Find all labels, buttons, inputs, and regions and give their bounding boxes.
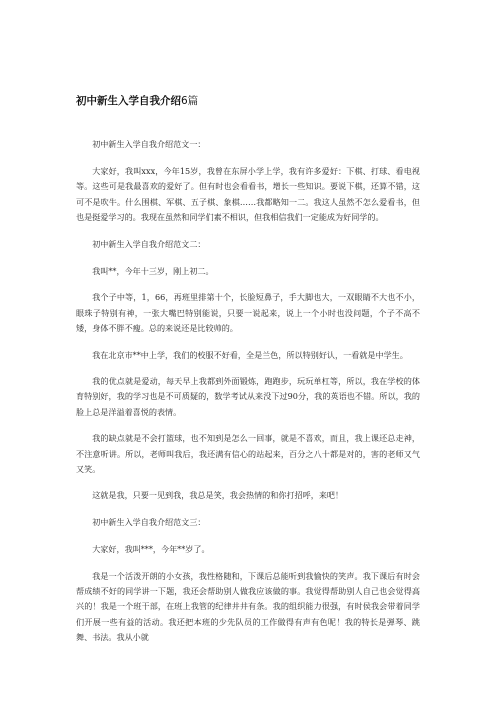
section-heading-2: 初中新生入学自我介绍范文二： [92, 238, 206, 249]
paragraph: 我在北京市**中上学，我们的校服不好看，全是兰色，所以特别好认，一看就是中学生。 [92, 349, 408, 360]
paragraph: 我的缺点就是不会打篮球，也不知到是怎么一回事，就是不喜欢，而且，我上课还总走神，不注意听讲。所以，老师叫我后，我还满有信心的站起来，百分之八十都是对的，害的老师又气又笑。 [76, 433, 420, 474]
paragraph: 我是一个活泼开朗的小女孩，我性格随和，下课后总能听到我愉快的笑声。我下课后有时会帮成绩不好的同学讲一下题，我还会帮助别人做我应该做的事。我觉得帮助别人自己也会觉得高兴的！我是一个班干部，在班上我管的纪律井井有条。我的组织能力很强，有时侯我会带着同学们开展一些有益的活动。我还把本班的少先队员的工作做得有声有色呢！我的特长是弹琴、跳舞、书法。我从小就 [76, 571, 420, 642]
paragraph: 我叫**，今年十三岁，刚上初二。 [92, 265, 214, 276]
document-title-suffix: 6篇 [181, 95, 199, 107]
paragraph: 我的优点就是爱动，每天早上我都到外面锻炼，跑跑步，玩玩单杠等，所以，我在学校的体育特别好，我的学习也是不可质疑的，数学考试从来没下过90分，我的英语也不错。所以，我的脸上总是洋溢着喜悦的表情。 [76, 376, 420, 417]
section-heading-3: 初中新生入学自我介绍范文三： [92, 517, 206, 528]
paragraph: 大家好，我叫xxx，今年15岁，我曾在东屏小学上学，我有许多爱好：下棋、打球、看电视等。这些可是我最喜欢的爱好了。但有时也会看看书，增长一些知识。要说下棋，还算不错，这可不是吹牛。什么围棋、军棋、五子棋、象棋……我都略知一二。我这人虽然不怎么爱看书，但也是挺爱学习的。我现在虽然和同学们素不相识，但我相信我们一定能成为好同学的。 [76, 166, 420, 222]
document-body [76, 137, 420, 657]
section-heading-1: 初中新生入学自我介绍范文一： [92, 139, 206, 149]
document-title-main: 初中新生入学自我介绍 [76, 95, 181, 107]
paragraph: 这就是我，只要一见到我，我总是笑，我会热情的和你打招呼，来吧！ [92, 490, 344, 501]
paragraph: 大家好，我叫***，今年**岁了。 [92, 544, 210, 555]
paragraph: 我个子中等，1，66，再班里排第十个，长脸短鼻子，手大脚也大，一双眼睛不大也不小，眼珠子特别有神，一张大嘴巴特别能说，只要一说起来，说上一个小时也没问题，个子不高不矮，身体不胖不瘦。总的来说还是比较帅的。 [76, 292, 420, 333]
document-title [76, 94, 198, 108]
